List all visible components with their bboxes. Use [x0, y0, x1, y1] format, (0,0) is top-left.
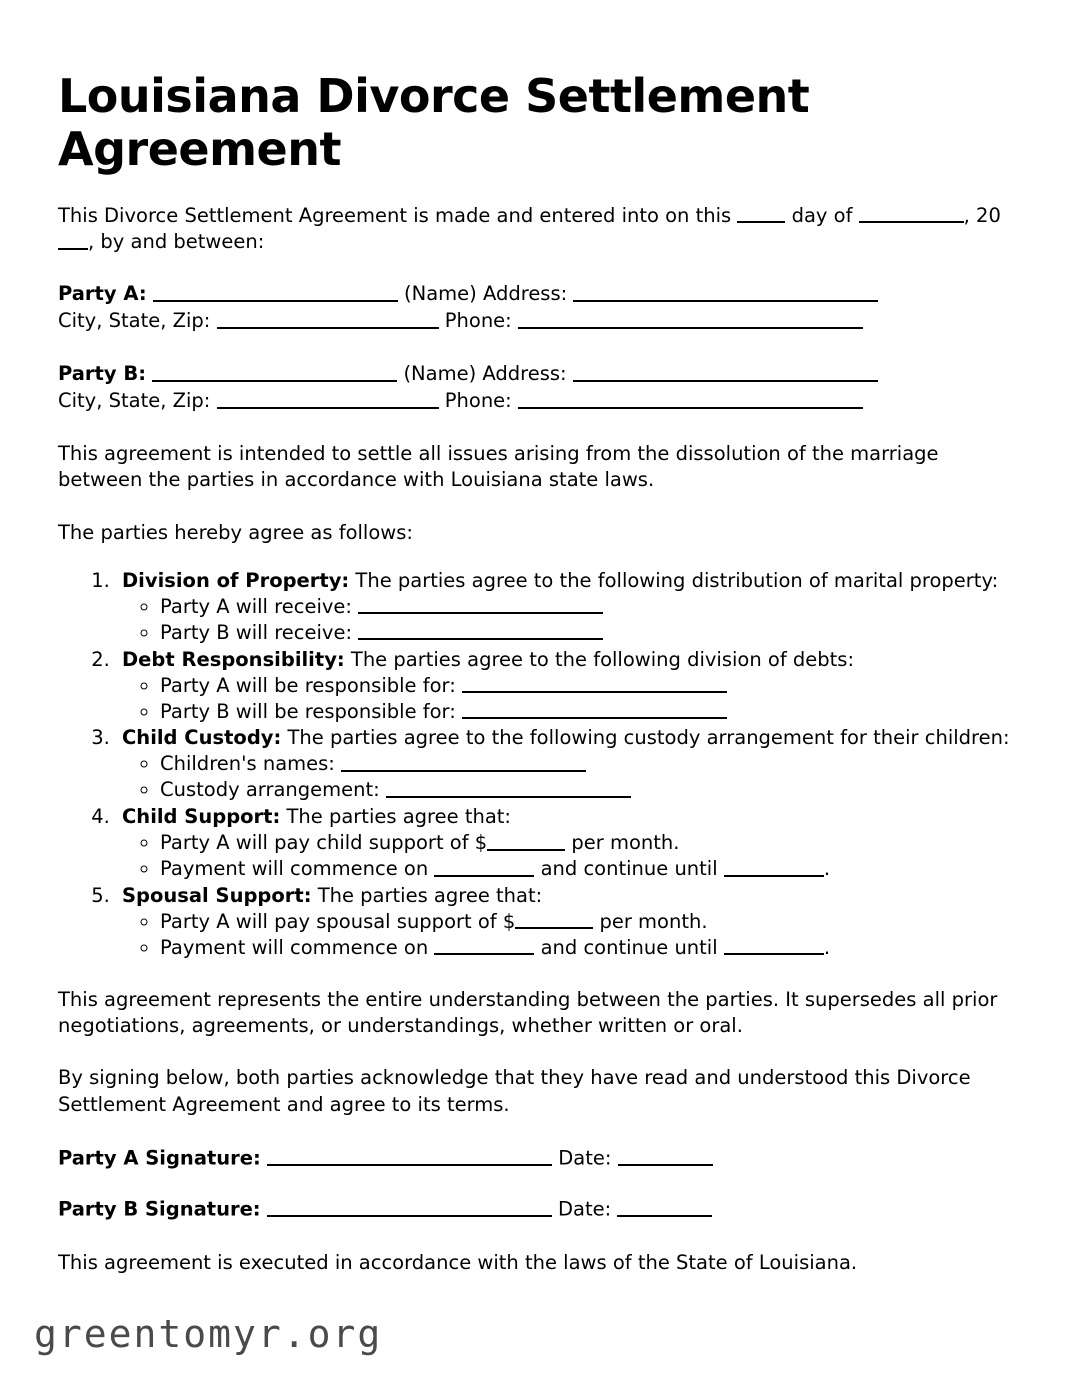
list-item [160, 830, 1015, 856]
term-2-heading: Debt Responsibility: [122, 647, 345, 671]
intro-text-post: , by and between: [88, 230, 265, 254]
term-3-text: The parties agree to the following custody arrangement for their children: [281, 726, 1010, 750]
party-b-city-row [58, 388, 1015, 415]
term-item-4 [116, 804, 1015, 882]
term-4-sub-2-post: . [823, 857, 831, 881]
party-a-signature-label: Party A Signature: [58, 1146, 261, 1170]
party-b-receive-blank[interactable] [358, 620, 603, 640]
term-2-lead [122, 648, 854, 671]
term-4-sub-2-pre: Payment will commence on [160, 857, 435, 881]
term-5-sub-2-post: . [823, 935, 831, 959]
party-a-date-blank[interactable] [618, 1146, 713, 1166]
term-5-lead [122, 884, 542, 907]
page-title: Louisiana Divorce Settlement Agreement [58, 69, 810, 177]
term-3-heading: Child Custody: [122, 726, 282, 750]
term-3-lead [122, 726, 1010, 749]
party-b-date-label: Date: [558, 1197, 612, 1221]
term-4-sub-1-pre: Party A will pay child support of $ [160, 831, 488, 855]
party-a-receive-blank[interactable] [358, 594, 603, 614]
term-5-text: The parties agree that: [311, 883, 543, 907]
party-b-block [58, 361, 1015, 415]
term-1-heading: Division of Property: [122, 568, 350, 592]
party-b-phone-label: Phone: [444, 389, 512, 413]
child-support-start-blank[interactable] [434, 857, 534, 877]
party-a-name-row [58, 281, 1015, 308]
party-a-address-blank[interactable] [573, 282, 878, 302]
term-3-sub-2-pre: Custody arrangement: [160, 778, 386, 802]
blank-month[interactable] [859, 203, 964, 223]
party-b-name-row [58, 361, 1015, 388]
custody-arrangement-blank[interactable] [386, 778, 631, 798]
party-b-name-suffix: (Name) Address: [403, 362, 567, 386]
term-4-sublist [122, 830, 1015, 882]
terms-list [58, 568, 1015, 961]
entire-agreement-paragraph: This agreement represents the entire understanding between the parties. It supersedes all prior negotiations, agreements, or understandings, whether written or oral. [58, 987, 998, 1038]
term-item-2 [116, 647, 1015, 725]
term-1-sublist [122, 594, 1015, 646]
term-5-sub-1-pre: Party A will pay spousal support of $ [160, 909, 516, 933]
list-item [160, 594, 1015, 620]
term-item-1 [116, 568, 1015, 646]
spousal-support-start-blank[interactable] [434, 935, 534, 955]
spousal-support-amount-blank[interactable] [515, 910, 593, 930]
term-item-3 [116, 725, 1015, 803]
term-1-lead [122, 569, 998, 592]
term-2-sub-1-pre: Party A will be responsible for: [160, 673, 462, 697]
term-2-sub-2-pre: Party B will be responsible for: [160, 699, 463, 723]
list-item [160, 673, 1015, 699]
party-a-phone-blank[interactable] [518, 309, 863, 329]
child-support-end-blank[interactable] [724, 857, 824, 877]
intro-text-mid: day of [785, 203, 859, 227]
term-4-heading: Child Support: [122, 805, 281, 829]
term-5-sub-2-mid: and continue until [534, 935, 724, 959]
blank-year[interactable] [58, 230, 88, 250]
party-a-signature-row [58, 1146, 1015, 1169]
party-a-name-suffix: (Name) Address: [404, 282, 568, 306]
party-b-city-label: City, State, Zip: [58, 389, 211, 413]
party-b-signature-label: Party B Signature: [58, 1197, 261, 1221]
purpose-paragraph: This agreement is intended to settle all issues arising from the dissolution of the marriage between the parties in accordance with Louisiana state laws. [58, 441, 939, 492]
party-b-phone-blank[interactable] [518, 389, 863, 409]
spousal-support-end-blank[interactable] [724, 935, 824, 955]
child-support-amount-blank[interactable] [487, 831, 565, 851]
term-4-lead [122, 805, 511, 828]
term-4-sub-2-mid: and continue until [534, 857, 724, 881]
term-1-sub-2-pre: Party B will receive: [160, 620, 359, 644]
list-item [160, 699, 1015, 725]
blank-day[interactable] [737, 203, 785, 223]
list-item [160, 751, 1015, 777]
party-b-debt-blank[interactable] [462, 699, 727, 719]
execution-statement: This agreement is executed in accordance with the laws of the State of Louisiana. [58, 1250, 858, 1274]
list-item [160, 909, 1015, 935]
list-item [160, 935, 1015, 961]
party-a-debt-blank[interactable] [462, 673, 727, 693]
term-3-sub-1-pre: Children's names: [160, 752, 342, 776]
term-5-sub-1-post: per month. [593, 909, 708, 933]
list-item [160, 620, 1015, 646]
intro-paragraph [58, 203, 1015, 256]
party-b-name-blank[interactable] [152, 362, 397, 382]
party-a-block [58, 281, 1015, 335]
term-5-sub-2-pre: Payment will commence on [160, 935, 435, 959]
term-2-sublist [122, 673, 1015, 725]
party-b-address-blank[interactable] [573, 362, 878, 382]
party-a-city-label: City, State, Zip: [58, 309, 211, 333]
term-5-heading: Spousal Support: [122, 883, 312, 907]
term-2-text: The parties agree to the following division of debts: [344, 647, 855, 671]
term-4-text: The parties agree that: [280, 805, 512, 829]
party-b-signature-row [58, 1197, 1015, 1220]
term-item-5 [116, 883, 1015, 961]
intro-text-comma: , 20 [963, 203, 1001, 227]
list-item [160, 777, 1015, 803]
footer-brand: greentomyr.org [34, 1312, 383, 1356]
acknowledgement-paragraph: By signing below, both parties acknowledge that they have read and understood this Divorce Settlement Agreement and agree to its terms. [58, 1066, 971, 1116]
party-b-label: Party B: [58, 362, 147, 386]
term-1-text: The parties agree to the following distribution of marital property: [349, 568, 999, 592]
intro-text-pre: This Divorce Settlement Agreement is made and entered into on this [58, 203, 738, 227]
term-5-sublist [122, 909, 1015, 961]
party-a-city-blank[interactable] [217, 309, 439, 329]
party-a-phone-label: Phone: [444, 309, 512, 333]
term-4-sub-1-post: per month. [565, 831, 680, 855]
term-1-sub-1-pre: Party A will receive: [160, 594, 359, 618]
party-a-date-label: Date: [558, 1146, 612, 1170]
party-a-city-row [58, 308, 1015, 335]
party-a-name-blank[interactable] [153, 282, 398, 302]
agree-lead-paragraph: The parties hereby agree as follows: [58, 520, 413, 544]
children-names-blank[interactable] [341, 752, 586, 772]
party-a-signature-blank[interactable] [267, 1146, 552, 1166]
list-item [160, 856, 1015, 882]
party-b-city-blank[interactable] [217, 389, 439, 409]
party-b-signature-blank[interactable] [267, 1197, 552, 1217]
party-a-label: Party A: [58, 282, 147, 306]
party-b-date-blank[interactable] [617, 1197, 712, 1217]
term-3-sublist [122, 751, 1015, 803]
